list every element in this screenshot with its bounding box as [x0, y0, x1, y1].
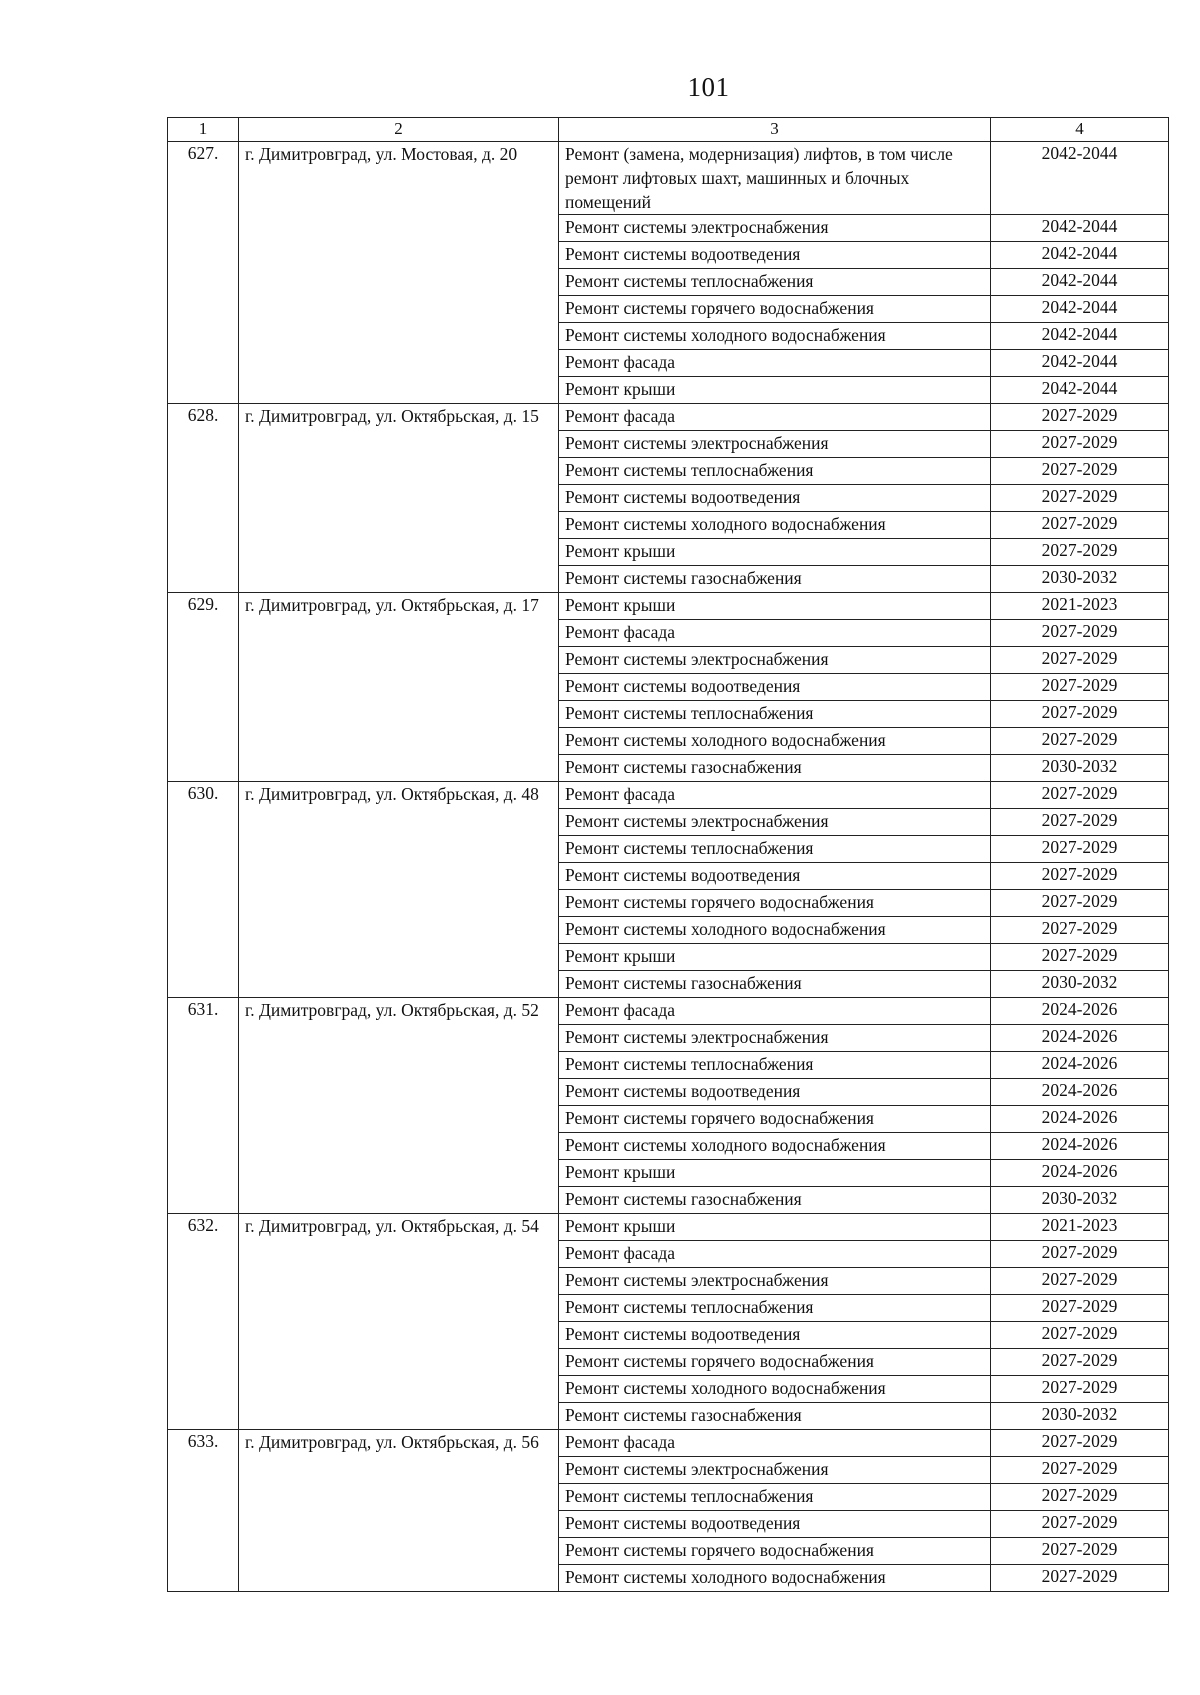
work-period: 2042-2044	[991, 377, 1169, 404]
work-period: 2030-2032	[991, 1187, 1169, 1214]
work-period: 2042-2044	[991, 269, 1169, 296]
table-row	[168, 782, 1169, 809]
work-period: 2030-2032	[991, 755, 1169, 782]
work-period: 2027-2029	[991, 1268, 1169, 1295]
column-number-3: 3	[559, 118, 991, 142]
table-row	[168, 593, 1169, 620]
column-number-1: 1	[168, 118, 239, 142]
work-period: 2027-2029	[991, 1511, 1169, 1538]
entry-address: г. Димитровград, ул. Мостовая, д. 20	[239, 142, 559, 404]
work-period: 2027-2029	[991, 890, 1169, 917]
work-type: Ремонт системы водоотведения	[559, 242, 991, 269]
work-type: Ремонт системы горячего водоснабжения	[559, 890, 991, 917]
work-type: Ремонт фасада	[559, 620, 991, 647]
entry-address: г. Димитровград, ул. Октябрьская, д. 54	[239, 1214, 559, 1430]
work-period: 2027-2029	[991, 1349, 1169, 1376]
work-type: Ремонт системы водоотведения	[559, 1322, 991, 1349]
work-type: Ремонт крыши	[559, 1160, 991, 1187]
work-period: 2042-2044	[991, 242, 1169, 269]
work-type: Ремонт системы водоотведения	[559, 863, 991, 890]
work-period: 2027-2029	[991, 836, 1169, 863]
work-type: Ремонт системы водоотведения	[559, 674, 991, 701]
work-period: 2027-2029	[991, 917, 1169, 944]
work-type: Ремонт фасада	[559, 782, 991, 809]
work-period: 2027-2029	[991, 1565, 1169, 1592]
work-period: 2042-2044	[991, 215, 1169, 242]
work-type: Ремонт системы теплоснабжения	[559, 269, 991, 296]
entry-number: 628.	[168, 404, 239, 593]
work-period: 2027-2029	[991, 1457, 1169, 1484]
work-type: Ремонт системы электроснабжения	[559, 1268, 991, 1295]
work-period: 2027-2029	[991, 485, 1169, 512]
work-period: 2027-2029	[991, 539, 1169, 566]
work-type: Ремонт системы газоснабжения	[559, 755, 991, 782]
work-period: 2027-2029	[991, 1430, 1169, 1457]
entry-number: 629.	[168, 593, 239, 782]
work-type: Ремонт системы теплоснабжения	[559, 1295, 991, 1322]
work-period: 2027-2029	[991, 1376, 1169, 1403]
work-period: 2030-2032	[991, 1403, 1169, 1430]
work-type: Ремонт системы холодного водоснабжения	[559, 1565, 991, 1592]
work-period: 2027-2029	[991, 620, 1169, 647]
work-period: 2027-2029	[991, 944, 1169, 971]
work-period: 2024-2026	[991, 1025, 1169, 1052]
work-type: Ремонт системы электроснабжения	[559, 1457, 991, 1484]
work-period: 2027-2029	[991, 431, 1169, 458]
work-period: 2042-2044	[991, 142, 1169, 215]
work-period: 2042-2044	[991, 350, 1169, 377]
work-type: Ремонт системы холодного водоснабжения	[559, 512, 991, 539]
column-number-4: 4	[991, 118, 1169, 142]
work-type: Ремонт системы водоотведения	[559, 1511, 991, 1538]
work-period: 2027-2029	[991, 1295, 1169, 1322]
work-period: 2027-2029	[991, 647, 1169, 674]
work-type: Ремонт системы электроснабжения	[559, 647, 991, 674]
work-type: Ремонт системы газоснабжения	[559, 566, 991, 593]
work-period: 2042-2044	[991, 296, 1169, 323]
entry-number: 631.	[168, 998, 239, 1214]
work-type: Ремонт системы горячего водоснабжения	[559, 1349, 991, 1376]
work-period: 2027-2029	[991, 1241, 1169, 1268]
work-type: Ремонт системы теплоснабжения	[559, 701, 991, 728]
entry-number: 633.	[168, 1430, 239, 1592]
entry-address: г. Димитровград, ул. Октябрьская, д. 48	[239, 782, 559, 998]
work-period: 2024-2026	[991, 1079, 1169, 1106]
work-type: Ремонт системы теплоснабжения	[559, 836, 991, 863]
entry-number: 632.	[168, 1214, 239, 1430]
work-period: 2042-2044	[991, 323, 1169, 350]
work-type: Ремонт системы водоотведения	[559, 485, 991, 512]
table-row	[168, 404, 1169, 431]
work-type: Ремонт системы холодного водоснабжения	[559, 917, 991, 944]
work-period: 2027-2029	[991, 674, 1169, 701]
work-period: 2027-2029	[991, 404, 1169, 431]
work-type: Ремонт системы электроснабжения	[559, 809, 991, 836]
entry-number: 630.	[168, 782, 239, 998]
work-type: Ремонт системы горячего водоснабжения	[559, 296, 991, 323]
column-number-row	[168, 118, 1169, 142]
work-type: Ремонт фасада	[559, 1430, 991, 1457]
work-type: Ремонт системы электроснабжения	[559, 1025, 991, 1052]
table-header	[168, 118, 1169, 142]
table-row	[168, 142, 1169, 215]
work-period: 2027-2029	[991, 728, 1169, 755]
entry-address: г. Димитровград, ул. Октябрьская, д. 52	[239, 998, 559, 1214]
work-type: Ремонт крыши	[559, 377, 991, 404]
work-period: 2021-2023	[991, 1214, 1169, 1241]
work-period: 2027-2029	[991, 512, 1169, 539]
work-period: 2024-2026	[991, 1133, 1169, 1160]
work-type: Ремонт системы газоснабжения	[559, 1187, 991, 1214]
work-type: Ремонт системы горячего водоснабжения	[559, 1538, 991, 1565]
entry-address: г. Димитровград, ул. Октябрьская, д. 17	[239, 593, 559, 782]
work-type: Ремонт системы горячего водоснабжения	[559, 1106, 991, 1133]
work-period: 2030-2032	[991, 566, 1169, 593]
work-period: 2027-2029	[991, 701, 1169, 728]
entry-address: г. Димитровград, ул. Октябрьская, д. 56	[239, 1430, 559, 1592]
work-period: 2024-2026	[991, 998, 1169, 1025]
work-type: Ремонт системы теплоснабжения	[559, 1484, 991, 1511]
work-period: 2024-2026	[991, 1052, 1169, 1079]
work-type: Ремонт системы электроснабжения	[559, 431, 991, 458]
work-period: 2024-2026	[991, 1160, 1169, 1187]
work-type: Ремонт системы электроснабжения	[559, 215, 991, 242]
work-period: 2021-2023	[991, 593, 1169, 620]
work-period: 2027-2029	[991, 1484, 1169, 1511]
page-number: 101	[687, 72, 730, 102]
work-period: 2027-2029	[991, 458, 1169, 485]
work-period: 2027-2029	[991, 809, 1169, 836]
work-type: Ремонт крыши	[559, 944, 991, 971]
work-period: 2027-2029	[991, 1538, 1169, 1565]
work-period: 2024-2026	[991, 1106, 1169, 1133]
work-type: Ремонт фасада	[559, 1241, 991, 1268]
table-row	[168, 998, 1169, 1025]
work-period: 2027-2029	[991, 863, 1169, 890]
work-type: Ремонт фасада	[559, 998, 991, 1025]
column-number-2: 2	[239, 118, 559, 142]
work-type: Ремонт фасада	[559, 350, 991, 377]
work-period: 2030-2032	[991, 971, 1169, 998]
work-type: Ремонт системы холодного водоснабжения	[559, 323, 991, 350]
work-type: Ремонт системы холодного водоснабжения	[559, 1133, 991, 1160]
table-row	[168, 1430, 1169, 1457]
work-type: Ремонт системы теплоснабжения	[559, 458, 991, 485]
work-period: 2027-2029	[991, 782, 1169, 809]
repair-schedule-table	[167, 117, 1169, 1592]
work-type: Ремонт системы холодного водоснабжения	[559, 728, 991, 755]
entry-address: г. Димитровград, ул. Октябрьская, д. 15	[239, 404, 559, 593]
work-type: Ремонт фасада	[559, 404, 991, 431]
work-period: 2027-2029	[991, 1322, 1169, 1349]
entry-number: 627.	[168, 142, 239, 404]
work-type: Ремонт крыши	[559, 539, 991, 566]
work-type: Ремонт системы теплоснабжения	[559, 1052, 991, 1079]
work-type: Ремонт системы газоснабжения	[559, 1403, 991, 1430]
table-row	[168, 1214, 1169, 1241]
work-type: Ремонт крыши	[559, 593, 991, 620]
table-body	[168, 142, 1169, 1592]
work-type: Ремонт крыши	[559, 1214, 991, 1241]
work-type: Ремонт (замена, модернизация) лифтов, в том числе ремонт лифтовых шахт, машинных и блочных помещений	[559, 142, 991, 215]
work-type: Ремонт системы газоснабжения	[559, 971, 991, 998]
work-type: Ремонт системы водоотведения	[559, 1079, 991, 1106]
work-type: Ремонт системы холодного водоснабжения	[559, 1376, 991, 1403]
